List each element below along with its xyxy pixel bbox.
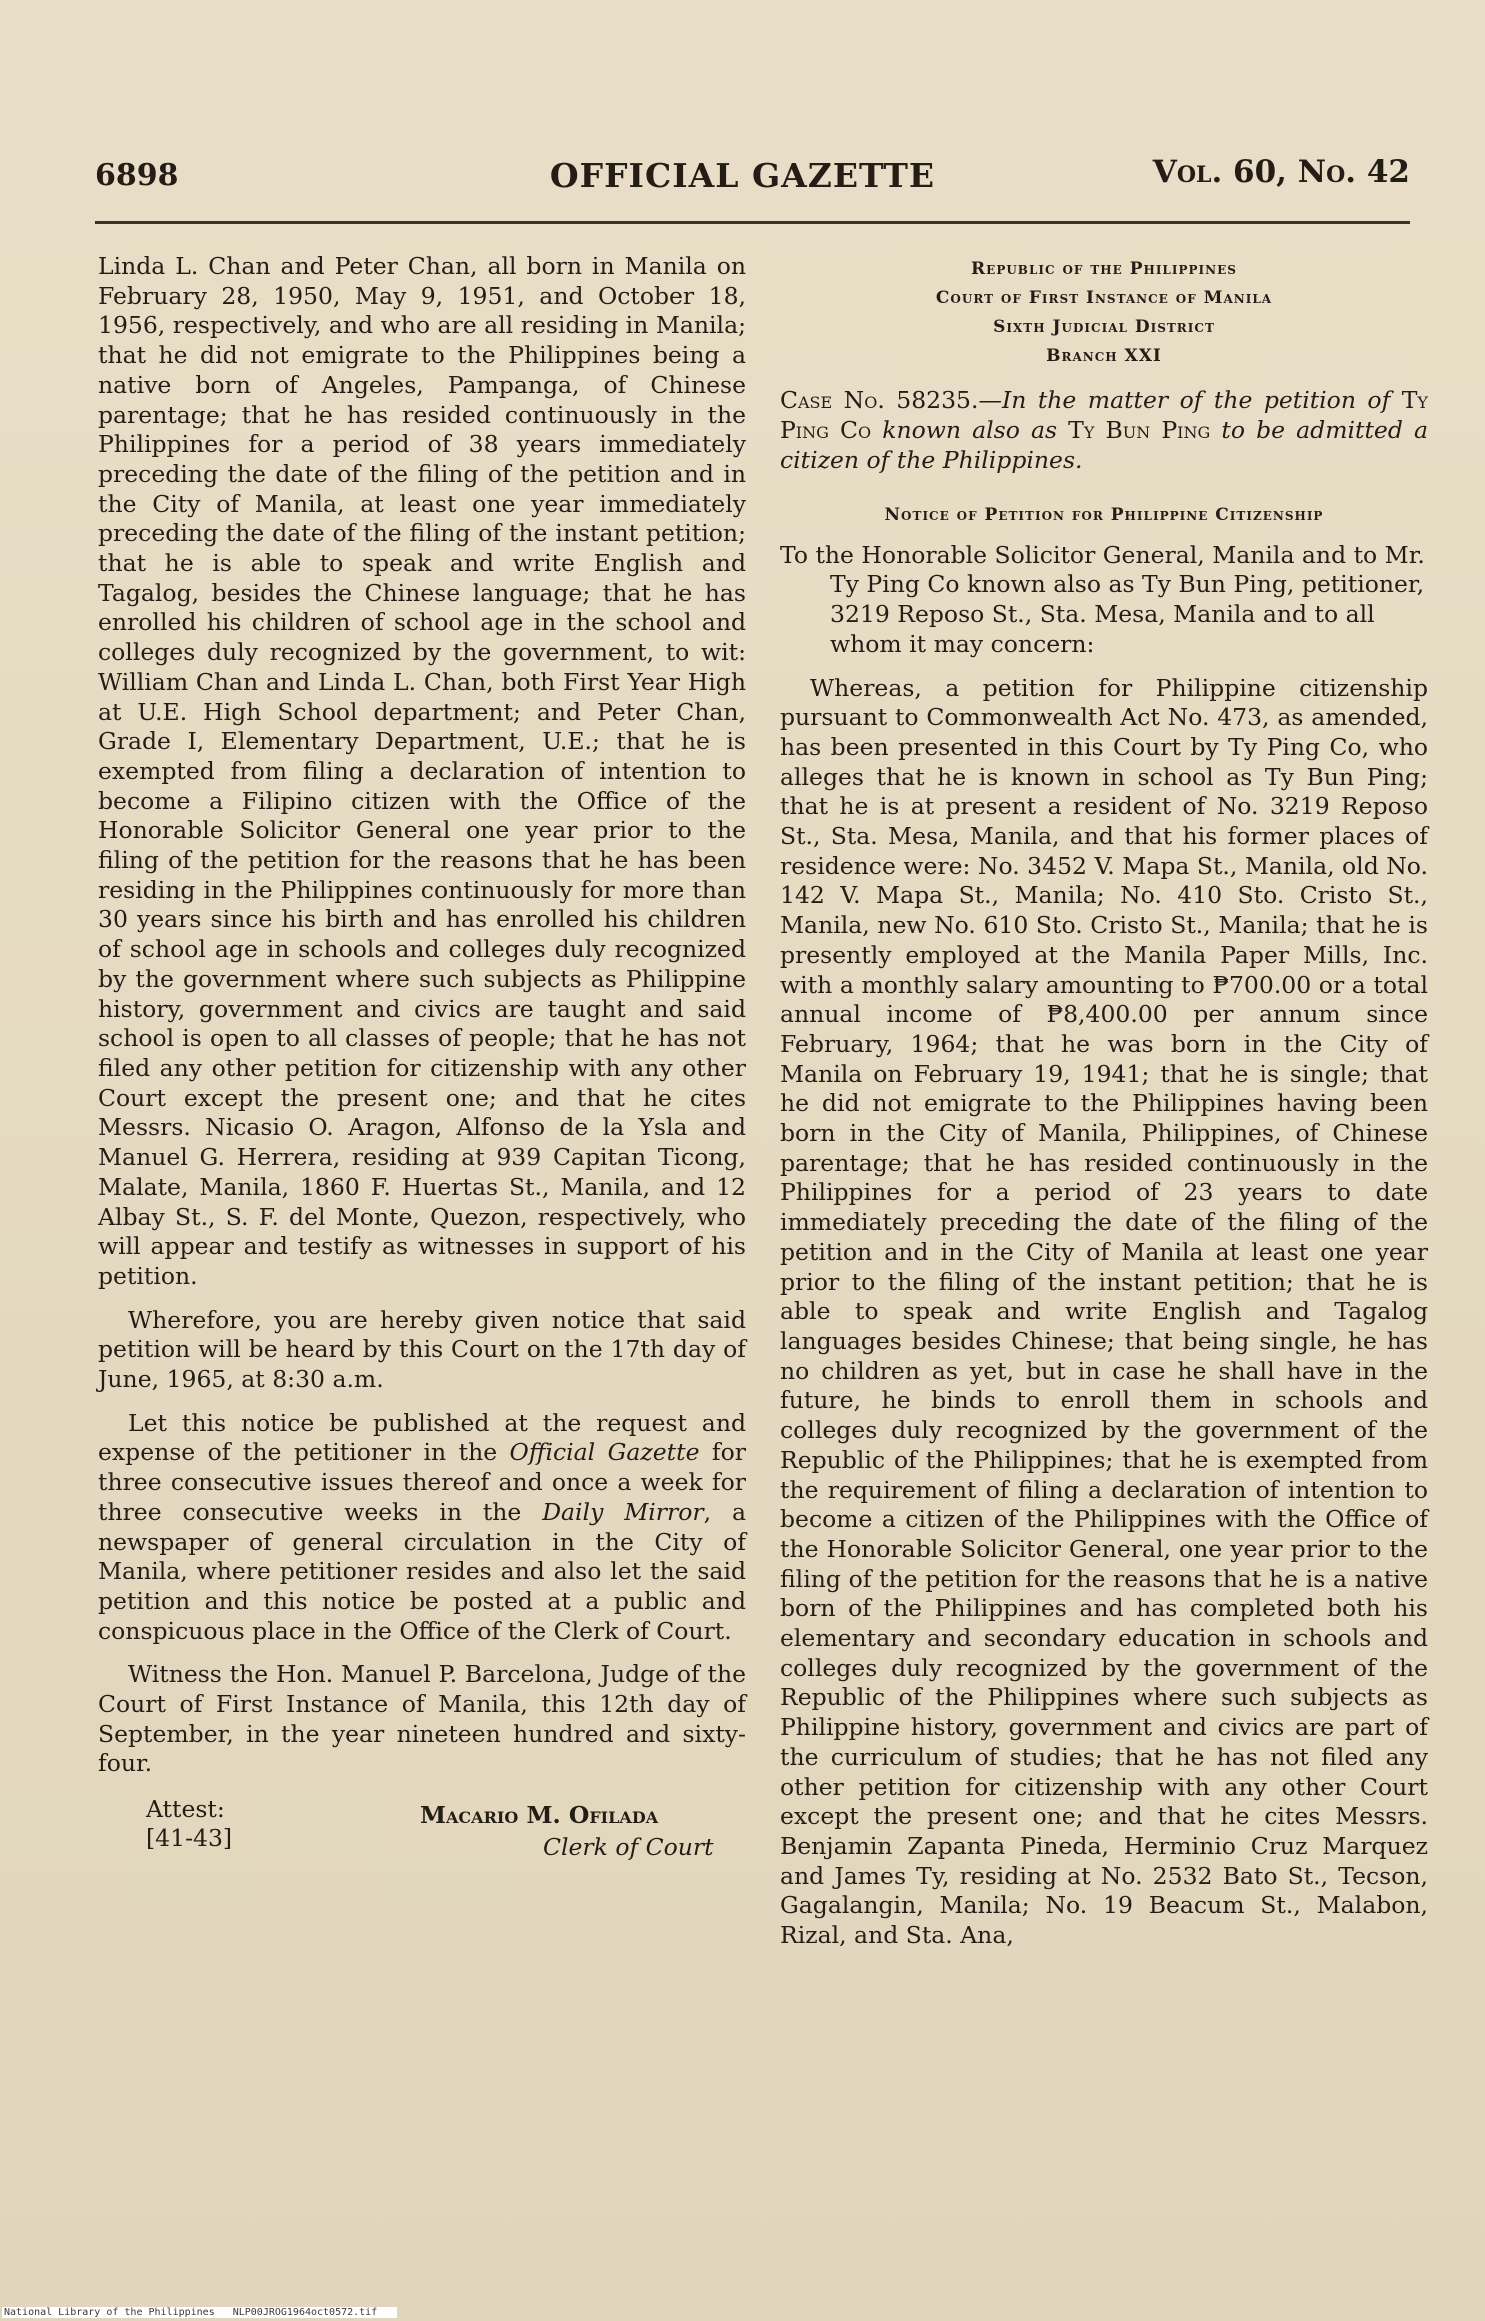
signature-block bbox=[98, 1795, 746, 1865]
right-column bbox=[780, 255, 1428, 1951]
clerk-name: Macario M. Ofilada bbox=[420, 1801, 659, 1830]
file-name: NLP00JROG1964oct0572.tif bbox=[232, 2307, 378, 2318]
clerk-title: Clerk of Court bbox=[543, 1833, 714, 1862]
library-label: National Library of the Philippines bbox=[4, 2307, 215, 2318]
court-heading: Republic of the Philippines Court of First Instance of Manila Sixth Judicial District Branch XXI bbox=[935, 259, 1273, 366]
notice-heading: Notice of Petition for Philippine Citizenship bbox=[884, 505, 1324, 525]
page-number: 6898 bbox=[95, 158, 179, 193]
paragraph-continuation: Linda L. Chan and Peter Chan, all born in Manila on February 28, 1950, May 9, 1951, and October 18, 1956, respectively, and who are all residing in Manila; that he did not emigrate to the Philippines being a native born of Angeles, Pampanga, of Chinese parentage; that he has resided continuously in the Philippines for a period of 38 years immediately preceding the date of the filing of the petition and in the City of Manila, at least one year immediately preceding the date of the filing of the instant petition; that he is able to speak and write English and Tagalog, besides the Chinese language; that he has enrolled his children of school age in the school and colleges duly recognized by the government, to wit: William Chan and Linda L. Chan, both First Year High at U.E. High School department; and Peter Chan, Grade I, Elementary Department, U.E.; that he is exempted from filing a declaration of intention to become a Filipino citizen with the Office of the Honorable Solicitor General one year prior to the filing of the petition for the reasons that he has been residing in the Philippines continuously for more than 30 years since his birth and has enrolled his children of school age in schools and colleges duly recognized by the government where such subjects as Philippine history, government and civics are taught and said school is open to all classes of people; that he has not filed any other petition for citizenship with any other Court except the present one; and that he cites Messrs. Nicasio O. Aragon, Alfonso de la Ysla and Manuel G. Herrera, residing at 939 Capitan Ticong, Malate, Manila, 1860 F. Huertas St., Manila, and 12 Albay St., S. F. del Monte, Quezon, respectively, who will appear and testify as witnesses in support of his petition. bbox=[98, 252, 746, 1290]
paragraph-witness: Witness the Hon. Manuel P. Barcelona, Judge of the Court of First Instance of Manila, this 12th day of September, in the year nineteen hundred and sixty-four. bbox=[98, 1660, 746, 1778]
publication-title: OFFICIAL GAZETTE bbox=[549, 156, 936, 195]
official-gazette-ref: Official Gazette bbox=[509, 1438, 700, 1467]
scan-footer bbox=[2, 2307, 397, 2318]
left-column bbox=[98, 252, 746, 1865]
daily-mirror-ref: Daily Mirror bbox=[542, 1497, 704, 1526]
volume-number: Vol. 60, No. 42 bbox=[1152, 154, 1410, 190]
issue-range: [41-43] bbox=[146, 1824, 233, 1853]
notice-addressee: To the Honorable Solicitor General, Manila and to Mr. Ty Ping Co known also as Ty Bun Ping, petitioner, 3219 Reposo St., Sta. Mesa, Manila and to all whom it may concern: bbox=[780, 540, 1425, 658]
case-caption: Case No. 58235.—In the matter of the petition of Ty Ping Co known also as Ty Bun Ping to be admitted a citizen of the Philippines. bbox=[780, 386, 1428, 474]
paragraph-publication: Let this notice be published at the request and expense of the petitioner in the Official Gazette for three consecutive issues thereof and once a week for three consecutive weeks in the Daily Mirror, a newspaper of general circulation in the City of Manila, where petitioner resides and also let the said petition and this notice be posted at a public and conspicuous place in the Office of the Clerk of Court. bbox=[98, 1408, 747, 1645]
notice-body: Whereas, a petition for Philippine citizenship pursuant to Commonwealth Act No. 473, as amended, has been presented in this Court by Ty Ping Co, who alleges that he is known in school as Ty Bun Ping; that he is at present a resident of No. 3219 Reposo St., Sta. Mesa, Manila, and that his former places of residence were: No. 3452 V. Mapa St., Manila, old No. 142 V. Mapa St., Manila; No. 410 Sto. Cristo St., Manila, new No. 610 Sto. Cristo St., Manila; that he is presently employed at the Manila Paper Mills, Inc. with a monthly salary amounting to ₱700.00 or a total annual income of ₱8,400.00 per annum since February, 1964; that he was born in the City of Manila on February 19, 1941; that he is single; that he did not emigrate to the Philippines having been born in the City of Manila, Philippines, of Chinese parentage; that he has resided continuously in the Philippines for a period of 23 years to date immediately preceding the date of the filing of the petition and in the City of Manila at least one year prior to the filing of the instant petition; that he is able to speak and write English and Tagalog languages besides Chinese; that being single, he has no children as yet, but in case he shall have in the future, he binds to enroll them in schools and colleges duly recognized by the government of the Republic of the Philippines; that he is exempted from the requirement of filing a declaration of intention to become a citizen of the Philippines with the Office of the Honorable Solicitor General, one year prior to the filing of the petition for the reasons that he is a native born of the Philippines and has completed both his elementary and secondary education in schools and colleges duly recognized by the government of the Republic of the Philippines where such subjects as Philippine history, government and civics are part of the curriculum of studies; that he has not filed any other petition for citizenship with any other Court except the present one; and that he cites Messrs. Benjamin Zapanta Pineda, Herminio Cruz Marquez and James Ty, residing at No. 2532 Bato St., Tecson, Gagalangin, Manila; No. 19 Beacum St., Malabon, Rizal, and Sta. Ana, bbox=[780, 673, 1428, 1950]
header-rule bbox=[95, 221, 1410, 224]
case-number: Case No. 58235. bbox=[780, 386, 979, 414]
paragraph-wherefore: Wherefore, you are hereby given notice that said petition will be heard by this Court on the 17th day of June, 1965, at 8:30 a.m. bbox=[98, 1305, 746, 1394]
attest-label: Attest: bbox=[146, 1795, 225, 1824]
